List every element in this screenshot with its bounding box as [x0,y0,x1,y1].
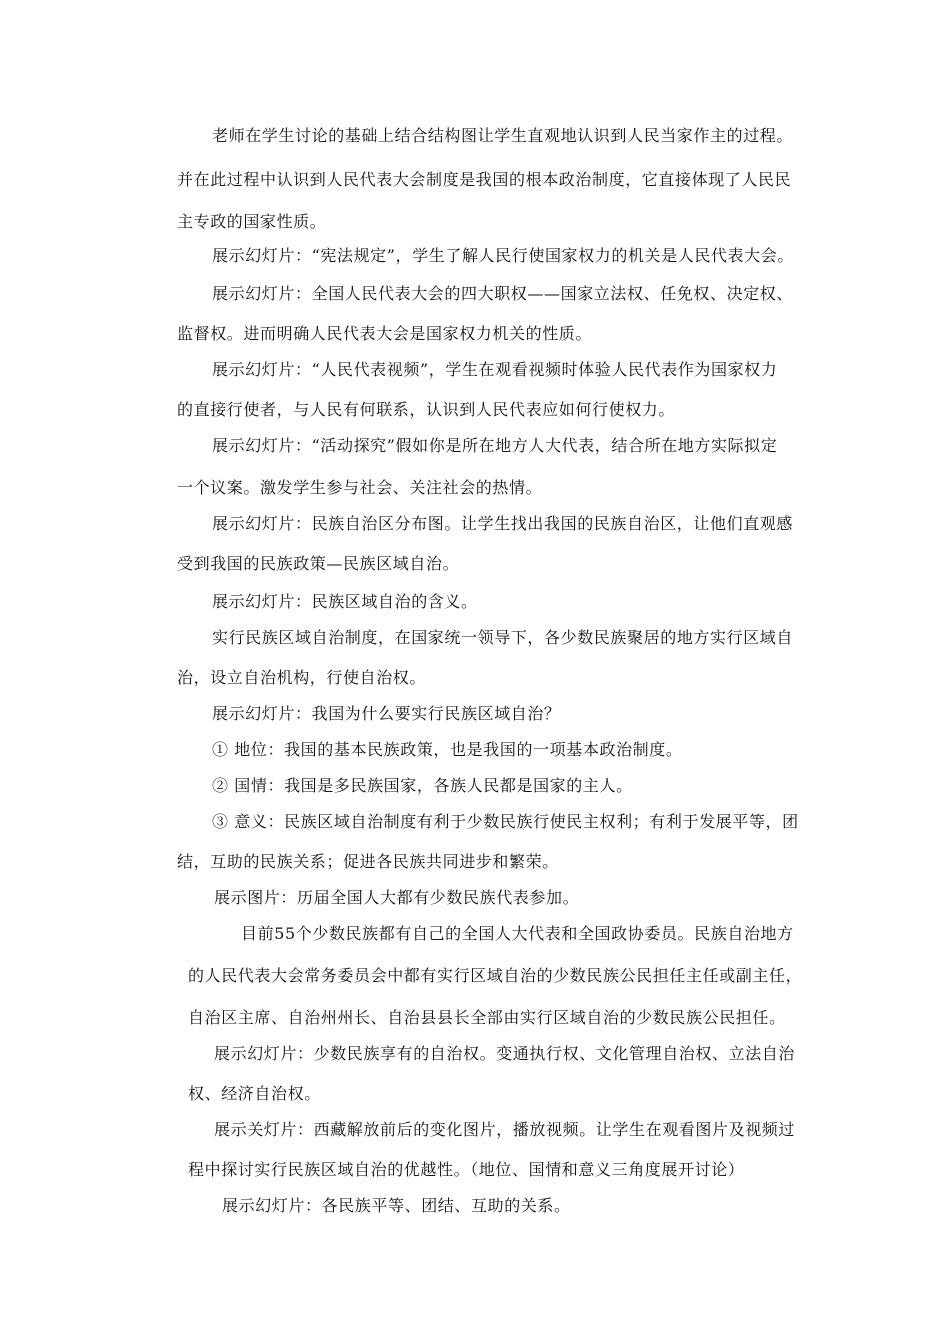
paragraph-line: 监督权。进而明确人民代表大会是国家权力机关的性质。 [177,324,593,343]
paragraph-line: 展示幻灯片：“宪法规定”，学生了解人民行使国家权力的机关是人民代表大会。 [212,246,794,265]
paragraph-line: 权、经济自治权。 [188,1084,321,1103]
paragraph-line: 自治区主席、自治州州长、自治县县长全部由实行区域自治的少数民族公民担任。 [188,1008,786,1027]
paragraph-line: 主专政的国家性质。 [177,212,327,231]
paragraph-line: 老师在学生讨论的基础上结合结构图让学生直观地认识到人民当家作主的过程。 [212,126,794,145]
paragraph-line: ③ 意义：民族区域自治制度有利于少数民族行使民主权利；有利于发展平等，团 [212,812,799,831]
paragraph-line: 展示幻灯片：我国为什么要实行民族区域自治？ [212,704,561,723]
paragraph-line: 展示关灯片：西藏解放前后的变化图片，播放视频。让学生在观看图片及视频过 [214,1120,796,1139]
paragraph-line: 展示幻灯片：全国人民代表大会的四大职权——国家立法权、任免权、决定权、 [212,284,794,303]
paragraph-line: 展示幻灯片：“活动探究”假如你是所在地方人大代表，结合所在地方实际拟定 [212,436,778,455]
paragraph-line: ② 国情：我国是多民族国家，各族人民都是国家的主人。 [212,776,633,795]
paragraph-line: 展示幻灯片：民族区域自治的含义。 [212,592,478,611]
paragraph-line: 结，互助的民族关系；促进各民族共同进步和繁荣。 [177,852,559,871]
paragraph-line: 一个议案。激发学生参与社会、关注社会的热情。 [177,478,543,497]
paragraph-line: 展示幻灯片：民族自治区分布图。让学生找出我国的民族自治区，让他们直观感 [212,514,794,533]
paragraph-line: 实行民族区域自治制度，在国家统一领导下，各少数民族聚居的地方实行区域自 [212,628,794,647]
paragraph-line: 展示幻灯片：各民族平等、团结、互助的关系。 [222,1196,571,1215]
paragraph-line: 的人民代表大会常务委员会中都有实行区域自治的少数民族公民担任主任或副主任， [188,966,803,985]
paragraph-line: ① 地位：我国的基本民族政策，也是我国的一项基本政治制度。 [212,740,683,759]
paragraph-line: 展示图片：历届全国人大都有少数民族代表参加。 [214,888,580,907]
paragraph-line: 程中探讨实行民族区域自治的优越性。（地位、国情和意义三角度展开讨论） [188,1160,745,1179]
paragraph-line: 展示幻灯片：少数民族享有的自治权。变通执行权、文化管理自治权、立法自治 [214,1044,796,1063]
paragraph-line: 的直接行使者，与人民有何联系，认识到人民代表应如何行使权力。 [177,400,676,419]
paragraph-line: 并在此过程中认识到人民代表大会制度是我国的根本政治制度，它直接体现了人民民 [177,170,792,189]
paragraph-line: 受到我国的民族政策—民族区域自治。 [177,554,460,573]
paragraph-line: 治，设立自治机构，行使自治权。 [177,668,427,687]
paragraph-line: 目前55个少数民族都有自己的全国人大代表和全国政协委员。民族自治地方 [241,924,794,943]
paragraph-line: 展示幻灯片：“人民代表视频”，学生在观看视频时体验人民代表作为国家权力 [212,360,778,379]
